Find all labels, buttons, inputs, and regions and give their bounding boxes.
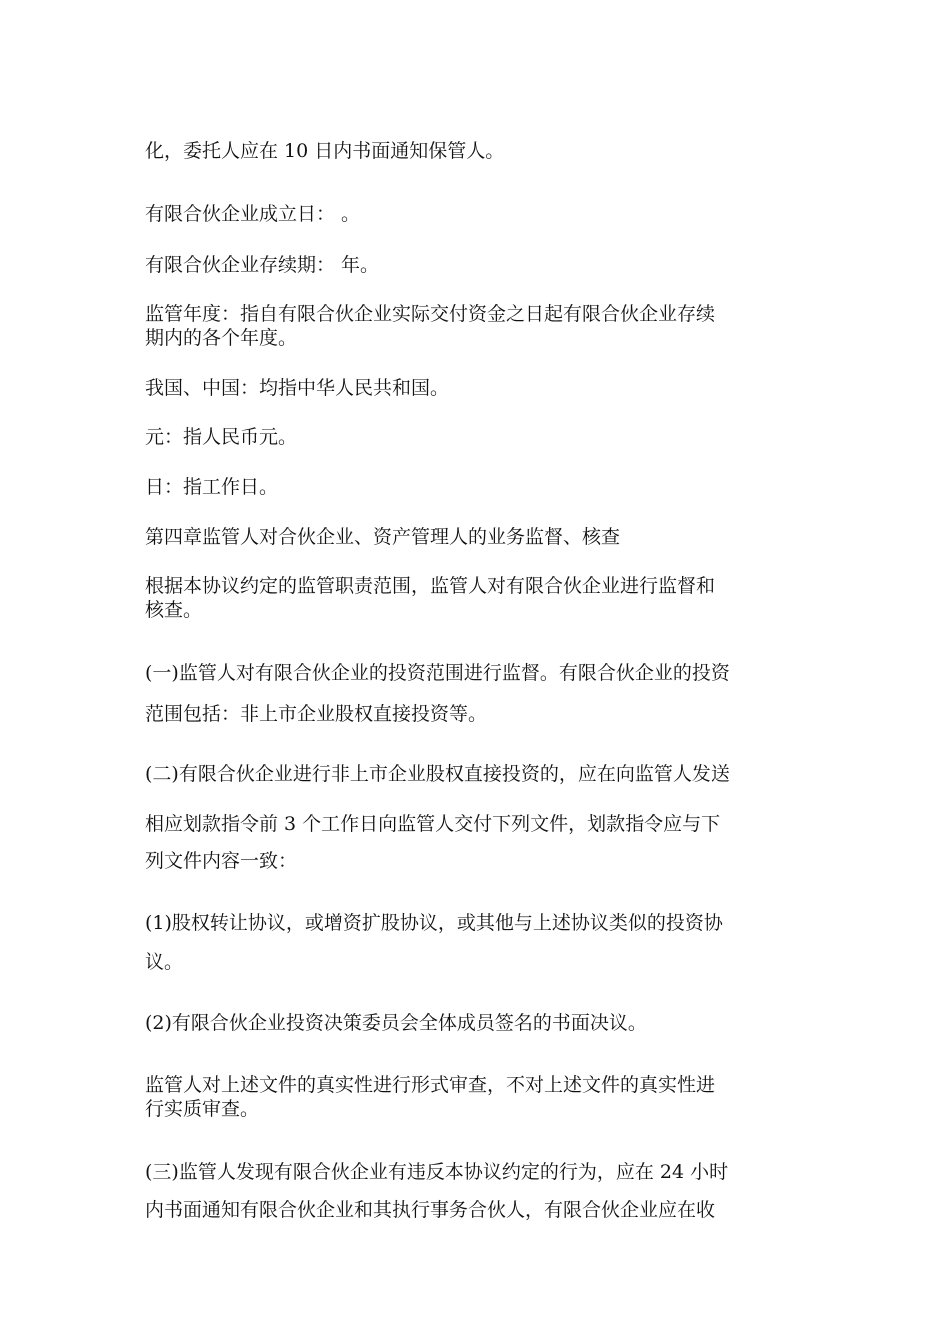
text-line: 监管人对上述文件的真实性进行形式审查，不对上述文件的真实性进 [145, 1074, 716, 1096]
text-line: (一)监管人对有限合伙企业的投资范围进行监督。有限合伙企业的投资 [145, 662, 730, 684]
text-line: 范围包括：非上市企业股权直接投资等。 [145, 703, 488, 725]
chapter-heading: 第四章监管人对合伙企业、资产管理人的业务监督、核查 [145, 526, 621, 548]
text-line: (三)监管人发现有限合伙企业有违反本协议约定的行为，应在 24 小时 [145, 1161, 729, 1183]
text-line: 列文件内容一致： [145, 850, 298, 872]
text-line: 期内的各个年度。 [145, 327, 298, 349]
text-line: 化，委托人应在 10 日内书面通知保管人。 [145, 140, 505, 162]
text-line: 行实质审查。 [145, 1098, 260, 1120]
text-line: 核查。 [145, 599, 203, 621]
text-line: 议。 [145, 951, 184, 973]
text-line: 监管年度：指自有限合伙企业实际交付资金之日起有限合伙企业存续 [145, 303, 716, 325]
text-line: 根据本协议约定的监管职责范围，监管人对有限合伙企业进行监督和 [145, 575, 716, 597]
text-line: 有限合伙企业成立日： 。 [145, 203, 361, 225]
text-line: 有限合伙企业存续期： 年。 [145, 254, 380, 276]
text-line: 元：指人民币元。 [145, 426, 298, 448]
text-line: (2)有限合伙企业投资决策委员会全体成员签名的书面决议。 [145, 1012, 647, 1034]
text-line: 相应划款指令前 3 个工作日向监管人交付下列文件，划款指令应与下 [145, 813, 721, 835]
text-line: 内书面通知有限合伙企业和其执行事务合伙人，有限合伙企业应在收 [145, 1199, 716, 1221]
text-line: (1)股权转让协议，或增资扩股协议，或其他与上述协议类似的投资协 [145, 912, 723, 934]
text-line: 日：指工作日。 [145, 476, 279, 498]
text-line: (二)有限合伙企业进行非上市企业股权直接投资的，应在向监管人发送 [145, 763, 730, 785]
text-line: 我国、中国：均指中华人民共和国。 [145, 377, 450, 399]
